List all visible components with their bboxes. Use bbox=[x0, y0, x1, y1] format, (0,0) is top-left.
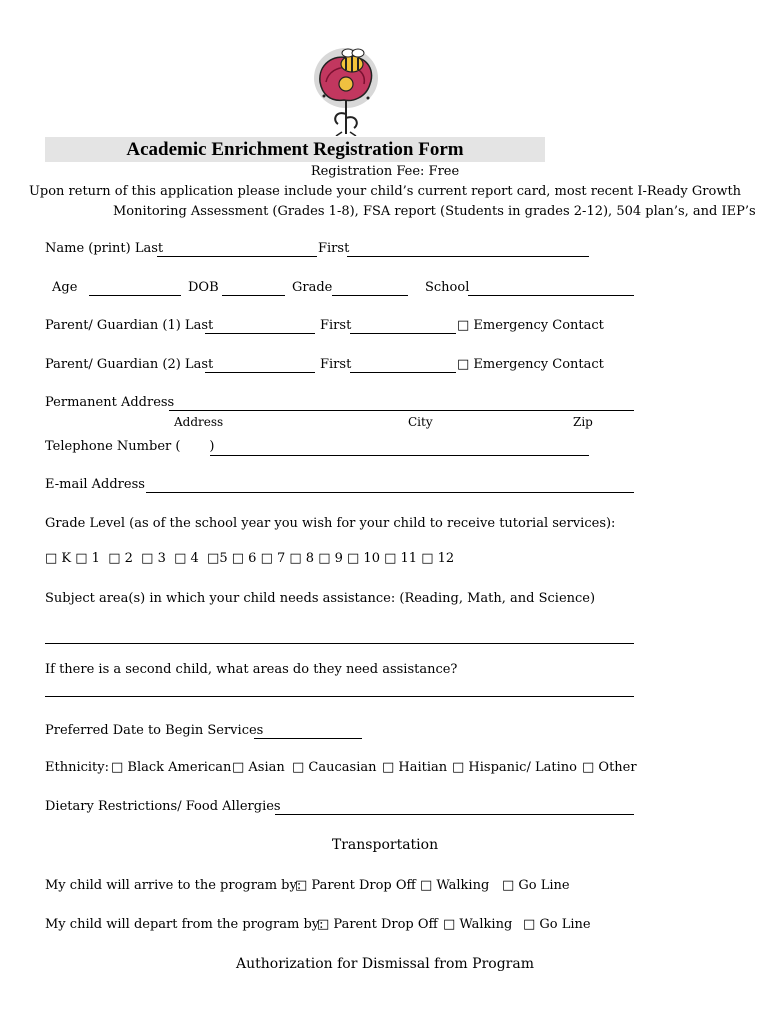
ethnicity-caucasian[interactable]: □ Caucasian bbox=[292, 760, 377, 775]
depart-parent-drop-off[interactable]: □ Parent Drop Off bbox=[317, 917, 438, 932]
parent2-last-field[interactable] bbox=[205, 372, 315, 373]
email-field[interactable] bbox=[146, 492, 634, 493]
second-child-question: If there is a second child, what areas do they need assistance? bbox=[45, 662, 458, 677]
zip-sublabel: Zip bbox=[573, 415, 593, 429]
form-title: Academic Enrichment Registration Form bbox=[126, 139, 464, 160]
grade-level-question: Grade Level (as of the school year you wish for your child to receive tutorial services): bbox=[45, 516, 616, 531]
age-field[interactable] bbox=[89, 295, 181, 296]
ethnicity-black-american[interactable]: □ Black American bbox=[111, 760, 232, 775]
second-child-answer-field[interactable] bbox=[45, 696, 634, 697]
parent2-first-label: First bbox=[320, 357, 352, 372]
depart-walking[interactable]: □ Walking bbox=[443, 917, 513, 932]
email-label: E-mail Address bbox=[45, 477, 145, 492]
grade-label: Grade bbox=[292, 280, 333, 295]
dietary-field[interactable] bbox=[275, 814, 634, 815]
parent2-emergency-checkbox[interactable]: □ Emergency Contact bbox=[457, 357, 604, 372]
ethnicity-asian[interactable]: □ Asian bbox=[232, 760, 285, 775]
flower-bee-logo bbox=[308, 44, 388, 136]
name-first-label: First bbox=[318, 241, 350, 256]
arrive-walking[interactable]: □ Walking bbox=[420, 878, 490, 893]
parent1-emergency-checkbox[interactable]: □ Emergency Contact bbox=[457, 318, 604, 333]
depart-label: My child will depart from the program by: bbox=[45, 917, 324, 932]
parent1-last-field[interactable] bbox=[205, 333, 315, 334]
authorization-heading: Authorization for Dismissal from Program bbox=[236, 956, 534, 972]
depart-go-line[interactable]: □ Go Line bbox=[523, 917, 591, 932]
ethnicity-haitian[interactable]: □ Haitian bbox=[382, 760, 448, 775]
school-field[interactable] bbox=[468, 295, 634, 296]
arrive-go-line[interactable]: □ Go Line bbox=[502, 878, 570, 893]
ethnicity-hispanic-latino[interactable]: □ Hispanic/ Latino bbox=[452, 760, 577, 775]
intro-line-1: Upon return of this application please include your child’s current report card, most recent I-Ready Growth bbox=[28, 184, 742, 199]
dietary-label: Dietary Restrictions/ Food Allergies bbox=[45, 799, 281, 814]
preferred-date-label: Preferred Date to Begin Services bbox=[45, 723, 264, 738]
preferred-date-field[interactable] bbox=[254, 738, 362, 739]
city-sublabel: City bbox=[408, 415, 433, 429]
intro-line-2: Monitoring Assessment (Grades 1-8), FSA report (Students in grades 2-12), 504 plan’s, and IEP’s bbox=[113, 204, 756, 219]
age-label: Age bbox=[52, 280, 78, 295]
name-first-field[interactable] bbox=[347, 256, 589, 257]
arrive-parent-drop-off[interactable]: □ Parent Drop Off bbox=[295, 878, 416, 893]
parent2-last-label: Parent/ Guardian (2) Last bbox=[45, 357, 214, 372]
telephone-field[interactable] bbox=[210, 455, 589, 456]
grade-field[interactable] bbox=[332, 295, 408, 296]
telephone-label: Telephone Number ( ) bbox=[45, 439, 215, 454]
school-label: School bbox=[425, 280, 470, 295]
dob-field[interactable] bbox=[222, 295, 285, 296]
subject-answer-field[interactable] bbox=[45, 643, 634, 644]
arrive-label: My child will arrive to the program by: bbox=[45, 878, 302, 893]
parent1-first-field[interactable] bbox=[350, 333, 456, 334]
parent1-first-label: First bbox=[320, 318, 352, 333]
registration-fee: Registration Fee: Free bbox=[310, 164, 460, 179]
address-field[interactable] bbox=[169, 410, 634, 411]
ethnicity-label: Ethnicity: bbox=[45, 760, 110, 775]
transportation-heading: Transportation bbox=[331, 837, 439, 853]
address-label: Permanent Address bbox=[45, 395, 175, 410]
address-sublabel: Address bbox=[174, 415, 224, 429]
subject-question: Subject area(s) in which your child needs assistance: (Reading, Math, and Science) bbox=[45, 591, 596, 606]
name-last-field[interactable] bbox=[157, 256, 317, 257]
grade-level-options[interactable]: □ K □ 1 □ 2 □ 3 □ 4 □5 □ 6 □ 7 □ 8 □ 9 □ 10 □ 11 □ 12 bbox=[45, 551, 455, 566]
dob-label: DOB bbox=[188, 280, 219, 295]
name-last-label: Name (print) Last bbox=[45, 241, 164, 256]
parent2-first-field[interactable] bbox=[350, 372, 456, 373]
ethnicity-other[interactable]: □ Other bbox=[582, 760, 637, 775]
parent1-last-label: Parent/ Guardian (1) Last bbox=[45, 318, 214, 333]
